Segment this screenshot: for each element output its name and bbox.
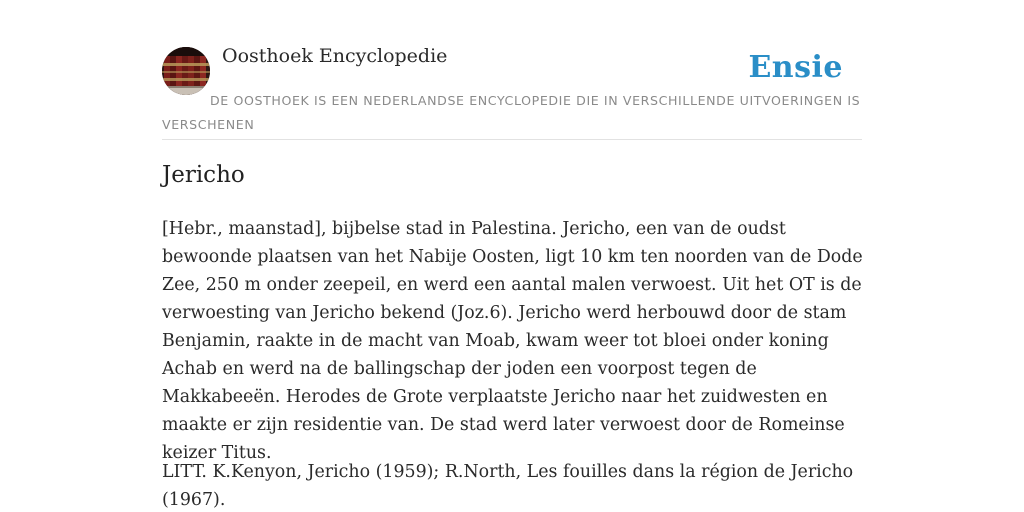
page-container [162, 0, 863, 510]
article-title: Jericho [162, 162, 245, 188]
article-literature: LITT. K.Kenyon, Jericho (1959); R.North, Les fouilles dans la région de Jericho (1967). [162, 462, 854, 510]
brand-logo[interactable]: Ensie [748, 50, 843, 85]
encyclopedia-books-icon[interactable] [162, 47, 210, 95]
article-body: [Hebr., maanstad], bijbelse stad in Palestina. Jericho, een van de oudst bewoonde plaatsen van het Nabije Oosten, ligt 10 km ten noorden van de Dode Zee, 250 m onder zeepeil, en werd een aantal malen verwoest. Uit het OT is de verwoesting van Jericho bekend (Joz.6). Jericho werd herbouwd door de stam Benjamin, raakte in de macht van Moab, kwam weer tot bloei onder koning Achab en werd na de ballingschap der joden een voorpost tegen de Makkabeeën. Herodes de Grote verplaatste Jericho naar het zuidwesten en maakte er zijn residentie van. De stad werd later verwoest door de Romeinse keizer Titus. [162, 219, 863, 463]
source-header [162, 0, 862, 140]
source-description: DE OOSTHOEK IS EEN NEDERLANDSE ENCYCLOPEDIE DIE IN VERSCHILLENDE UITVOERINGEN IS VERSCHENEN [162, 93, 861, 132]
source-name[interactable]: Oosthoek Encyclopedie [222, 45, 448, 67]
